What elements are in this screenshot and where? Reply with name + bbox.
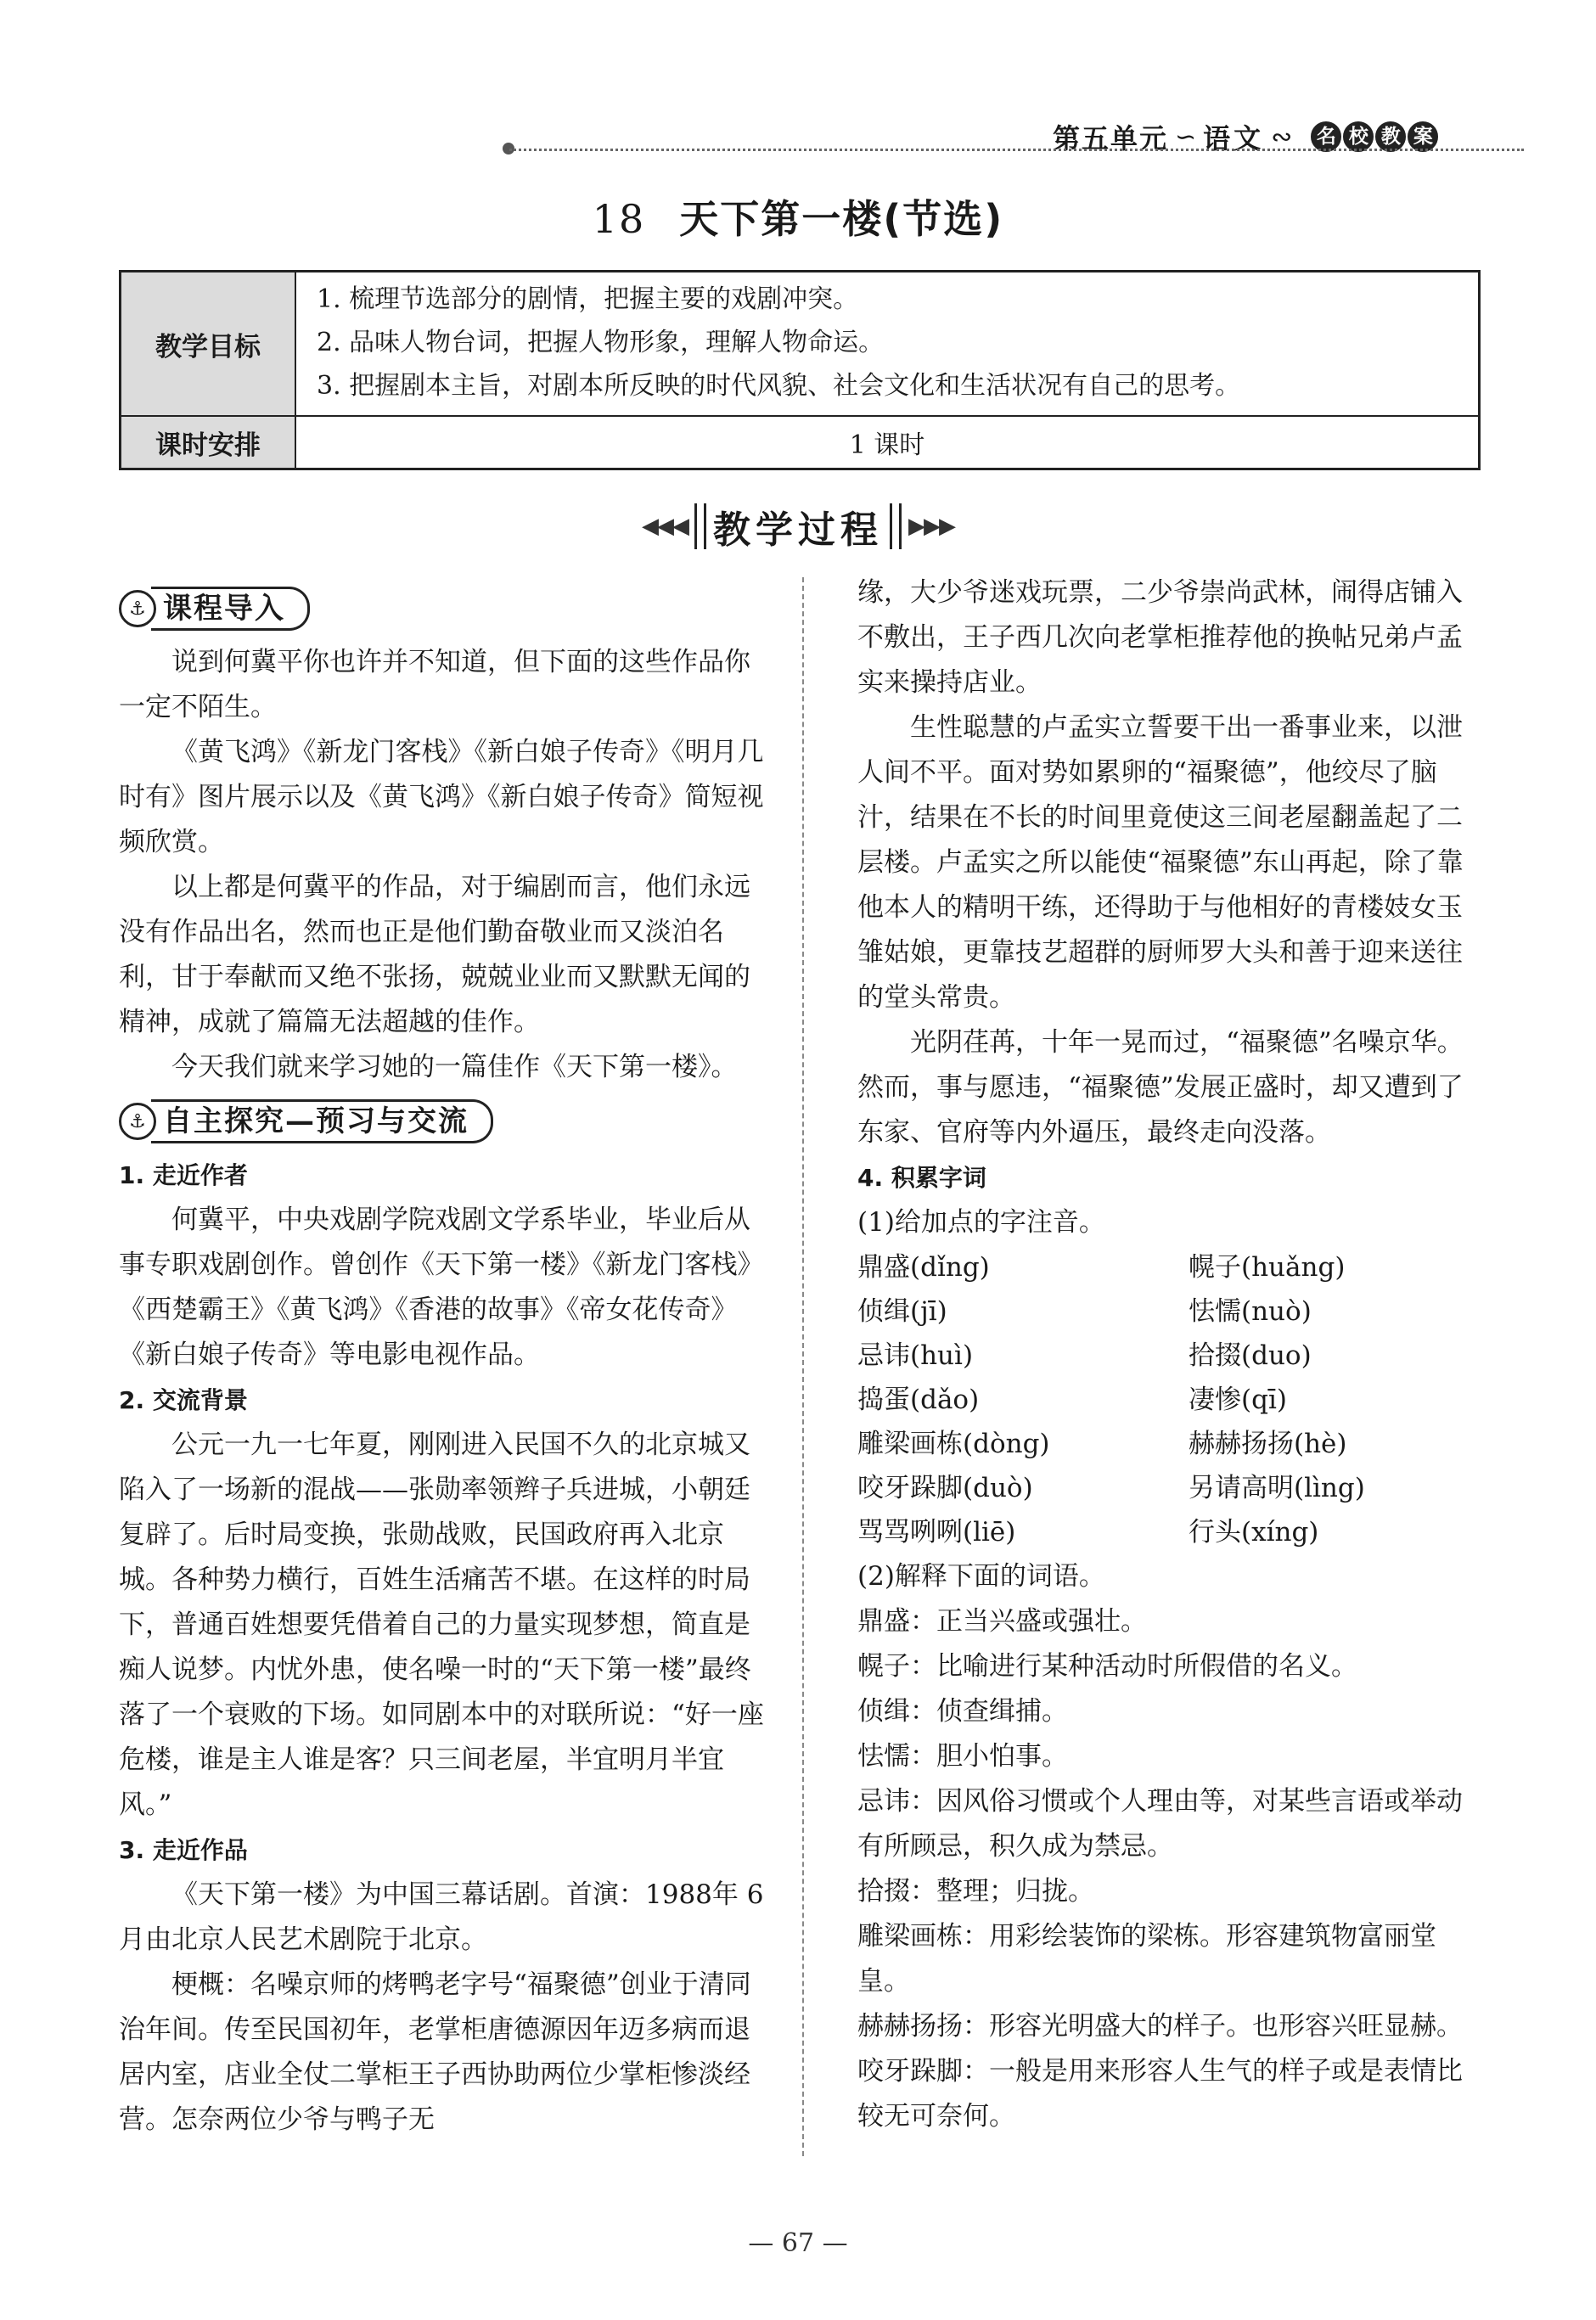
section-text: 梗概：名噪京师的烤鸭老字号“福聚德”创业于清同治年间。传至民国初年，老掌柜唐德源因年迈多病而退居内室，店业全仗二掌柜王子西协助两位少掌柜惨淡经营。怎奈两位少爷与鸭子无 (119, 1969, 751, 2135)
section-text: 何冀平，中央戏剧学院戏剧文学系毕业，毕业后从事专职戏剧创作。曾创作《天下第一楼》《新龙门客栈》《西楚霸王》《黄飞鸿》《香港的故事》《帝女花传奇》《新白娘子传奇》等电影电视作品。 (119, 1205, 764, 1370)
intro-paragraph: 《黄飞鸿》《新龙门客栈》《新白娘子传奇》《明月几时有》图片展示以及《黄飞鸿》《新白娘子传奇》简短视频欣赏。 (119, 737, 764, 857)
badge-char: 名 (1309, 120, 1343, 154)
hours-label: 课时安排 (121, 417, 296, 468)
goal-item: 3. 把握剧本主旨，对剧本所反映的时代风貌、社会文化和生活状况有自己的思考。 (317, 371, 1241, 401)
unit-label: 第五单元 (1053, 122, 1169, 154)
pron-item: 侦缉(jī) (857, 1296, 947, 1327)
right-column (857, 570, 1481, 2139)
pron-item: 赫赫扬扬(hè) (1189, 1429, 1347, 1459)
bar-left (694, 503, 706, 549)
definition: 咬牙跺脚：一般是用来形容人生气的样子或是表情比较无可奈何。 (857, 2056, 1463, 2132)
pron-item: 捣蛋(dǎo) (857, 1385, 980, 1415)
explore-banner (119, 1095, 773, 1148)
section-heading: 3. 走近作品 (119, 1836, 248, 1864)
synopsis-paragraph: 光阴荏苒，十年一晃而过，“福聚德”名噪京华。然而，事与愿违，“福聚德”发展正盛时，却又遭到了东家、官府等内外逼压，最终走向没落。 (857, 1027, 1464, 1148)
badge-char: 案 (1406, 120, 1440, 154)
process-heading (0, 499, 1596, 553)
page-number: — 67 — (748, 2228, 848, 2258)
swash-right: ∾ (1271, 121, 1293, 152)
explore-banner-title: 自主探究—预习与交流 (151, 1099, 493, 1143)
pron-item: 凄惨(qī) (1189, 1385, 1287, 1415)
header-rule (509, 149, 1524, 151)
badge-char: 校 (1341, 120, 1375, 154)
pron-item: 幌子(huǎng) (1189, 1252, 1346, 1283)
definition: 侦缉：侦查缉捕。 (857, 1696, 1068, 1727)
left-column (119, 577, 773, 2143)
pron-item: 鼎盛(dǐng) (857, 1252, 990, 1283)
anchor-icon: ⚓ (119, 590, 156, 627)
section-text: 《天下第一楼》为中国三幕话剧。首演：1988年 6 月由北京人民艺术剧院于北京。 (119, 1879, 764, 1955)
pron-item: 骂骂咧咧(liē) (857, 1517, 1016, 1548)
synopsis-paragraph: 生性聪慧的卢孟实立誓要干出一番事业来，以泄人间不平。面对势如累卵的“福聚德”，他绞尽了脑汁，结果在不长的时间里竟使这三间老屋翻盖起了二层楼。卢孟实之所以能使“福聚德”东山再起，除了靠他本人的精明干练，还得助于与他相好的青楼妓女玉雏姑娘，更靠技艺超群的厨师罗大头和善于迎来送往的堂头常贵。 (857, 712, 1464, 1013)
intro-paragraph: 说到何冀平你也许并不知道，但下面的这些作品你一定不陌生。 (119, 647, 750, 722)
swash-left: ∽ (1175, 121, 1197, 152)
pron-item: 怯懦(nuò) (1189, 1296, 1312, 1327)
goal-item: 2. 品味人物台词，把握人物形象，理解人物命运。 (317, 328, 885, 357)
definition: 鼎盛：正当兴盛或强壮。 (857, 1606, 1147, 1637)
hours-value: 1 课时 (849, 430, 925, 460)
pron-item: 咬牙跺脚(duò) (857, 1473, 1033, 1503)
goal-item: 1. 梳理节选部分的剧情，把握主要的戏剧冲突。 (317, 284, 859, 314)
subject-label: 语文 (1203, 122, 1265, 154)
goals-list (296, 272, 1478, 417)
column-divider (802, 577, 804, 2156)
lesson-number: 18 (592, 196, 646, 242)
intro-banner-title: 课程导入 (151, 587, 310, 631)
section-text: 公元一九一七年夏，刚刚进入民国不久的北京城又陷入了一场新的混战——张勋率领辫子兵进城，小朝廷复辟了。后时局变换，张勋战败，民国政府再入北京城。各种势力横行，百姓生活痛苦不堪。在这样的时局下，普通百姓想要凭借着自己的力量实现梦想，简直是痴人说梦。内忧外患，使名噪一时的“天下第一楼”最终落了一个衰败的下场。如同剧本中的对联所说：“好一座危楼，谁是主人谁是客？只三间老屋，半宜明月半宜风。” (119, 1430, 764, 1820)
pron-item: 拾掇(duo) (1189, 1340, 1312, 1371)
process-title: 教学过程 (713, 508, 883, 552)
def-instruction: (2)解释下面的词语。 (857, 1561, 1105, 1592)
definition: 拾掇：整理；归拢。 (857, 1876, 1094, 1907)
pron-instruction: (1)给加点的字注音。 (857, 1207, 1105, 1238)
definition: 幌子：比喻进行某种活动时所假借的名义。 (857, 1651, 1357, 1682)
badge-char: 教 (1374, 120, 1408, 154)
intro-banner (119, 582, 773, 635)
definition: 忌讳：因风俗习惯或个人理由等，对某些言语或举动有所顾忌，积久成为禁忌。 (857, 1786, 1463, 1862)
section-heading: 2. 交流背景 (119, 1386, 248, 1414)
pron-item: 另请高明(lìng) (1189, 1473, 1365, 1503)
section-heading: 4. 积累字词 (857, 1164, 986, 1192)
lesson-title-text: 天下第一楼(节选) (679, 196, 1004, 242)
anchor-icon: ⚓ (119, 1103, 156, 1140)
continued-paragraph: 缘，大少爷迷戏玩票，二少爷崇尚武林，闹得店铺入不敷出，王子西几次向老掌柜推荐他的换帖兄弟卢孟实来操持店业。 (857, 577, 1463, 698)
bar-right (890, 503, 902, 549)
pron-item: 忌讳(huì) (857, 1340, 974, 1371)
definition: 赫赫扬扬：形容光明盛大的样子。也形容兴旺显赫。 (857, 2011, 1463, 2042)
definition: 怯懦：胆小怕事。 (857, 1741, 1068, 1772)
pron-item: 行头(xíng) (1189, 1517, 1319, 1548)
pronunciation-grid (857, 1245, 1481, 1554)
running-header (1053, 112, 1528, 161)
goals-table (119, 270, 1481, 470)
intro-paragraph: 以上都是何冀平的作品，对于编剧而言，他们永远没有作品出名，然而也正是他们勤奋敬业而又淡泊名利，甘于奉献而又绝不张扬，兢兢业业而又默默无闻的精神，成就了篇篇无法超越的佳作。 (119, 872, 750, 1037)
definition: 雕梁画栋：用彩绘装饰的梁栋。形容建筑物富丽堂皇。 (857, 1921, 1436, 1997)
goals-label: 教学目标 (121, 272, 296, 417)
pron-item: 雕梁画栋(dòng) (857, 1429, 1050, 1459)
arrows-left: ◀◀◀ (642, 514, 688, 539)
section-heading: 1. 走近作者 (119, 1161, 248, 1189)
lesson-title (0, 188, 1596, 244)
intro-paragraph: 今天我们就来学习她的一篇佳作《天下第一楼》。 (171, 1052, 738, 1082)
arrows-right: ▶▶▶ (908, 514, 954, 539)
